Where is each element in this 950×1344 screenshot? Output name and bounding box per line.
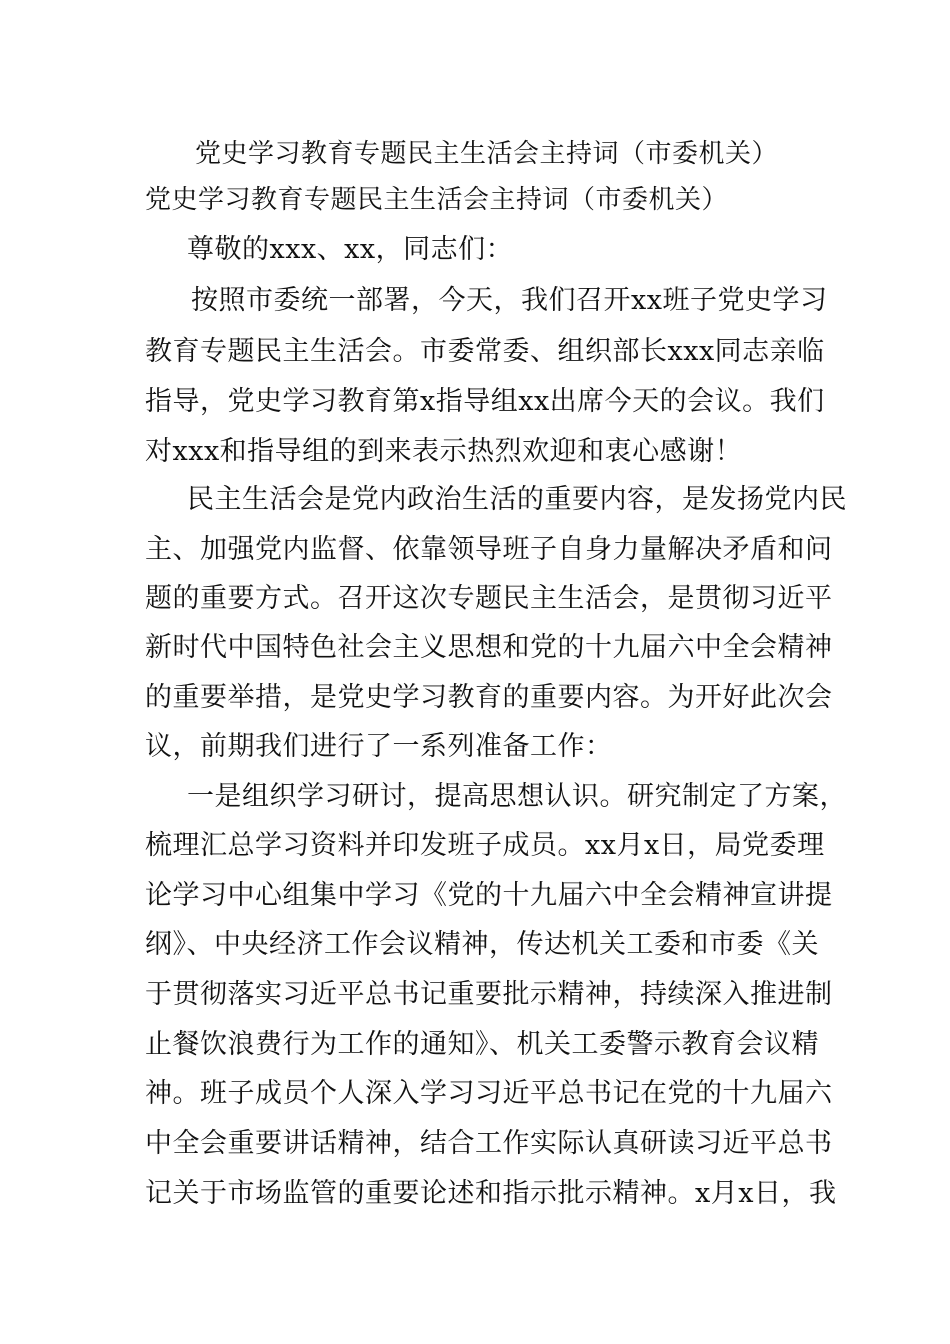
text-line: 议，前期我们进行了一系列准备工作：: [145, 731, 613, 762]
text-line: 记关于市场监管的重要论述和指示批示精神。x月x日，我: [145, 1178, 837, 1209]
text-line: 止餐饮浪费行为工作的通知》、机关工委警示教育会议精: [145, 1029, 819, 1060]
text-line: 题的重要方式。召开这次专题民主生活会，是贯彻习近平: [145, 583, 833, 614]
text-line: 一是组织学习研讨，提高思想认识。研究制定了方案，: [187, 781, 847, 812]
text-line: 中全会重要讲话精神，结合工作实际认真研读习近平总书: [145, 1128, 833, 1159]
text-line: 梳理汇总学习资料并印发班子成员。xx月x日，局党委理: [145, 830, 825, 861]
text-line-salutation: 尊敬的xxx、xx，同志们：: [187, 234, 514, 265]
text-line: 新时代中国特色社会主义思想和党的十九届六中全会精神: [145, 632, 833, 663]
text-line: 于贯彻落实习近平总书记重要批示精神，持续深入推进制: [145, 979, 833, 1010]
text-line: 主、加强党内监督、依靠领导班子自身力量解决矛盾和问: [145, 534, 833, 565]
text-line: 的重要举措，是党史学习教育的重要内容。为开好此次会: [145, 682, 833, 713]
text-line: 论学习中心组集中学习《党的十九届六中全会精神宣讲提: [145, 880, 833, 911]
text-line: 神。班子成员个人深入学习习近平总书记在党的十九届六: [145, 1078, 833, 1109]
text-line: 对xxx和指导组的到来表示热烈欢迎和衷心感谢！: [145, 436, 743, 467]
text-line: 民主生活会是党内政治生活的重要内容，是发扬党内民: [187, 484, 847, 515]
document-subheading: 党史学习教育专题民主生活会主持词（市委机关）: [145, 185, 729, 215]
text-line: 指导，党史学习教育第x指导组xx出席今天的会议。我们: [145, 386, 825, 417]
text-line: 纲》、中央经济工作会议精神，传达机关工委和市委《关: [145, 929, 819, 960]
text-line: 按照市委统一部署，今天，我们召开xx班子党史学习: [191, 285, 828, 316]
text-line: 教育专题民主生活会。市委常委、组织部长xxx同志亲临: [145, 336, 825, 367]
document-heading: 党史学习教育专题民主生活会主持词（市委机关）: [195, 139, 779, 169]
